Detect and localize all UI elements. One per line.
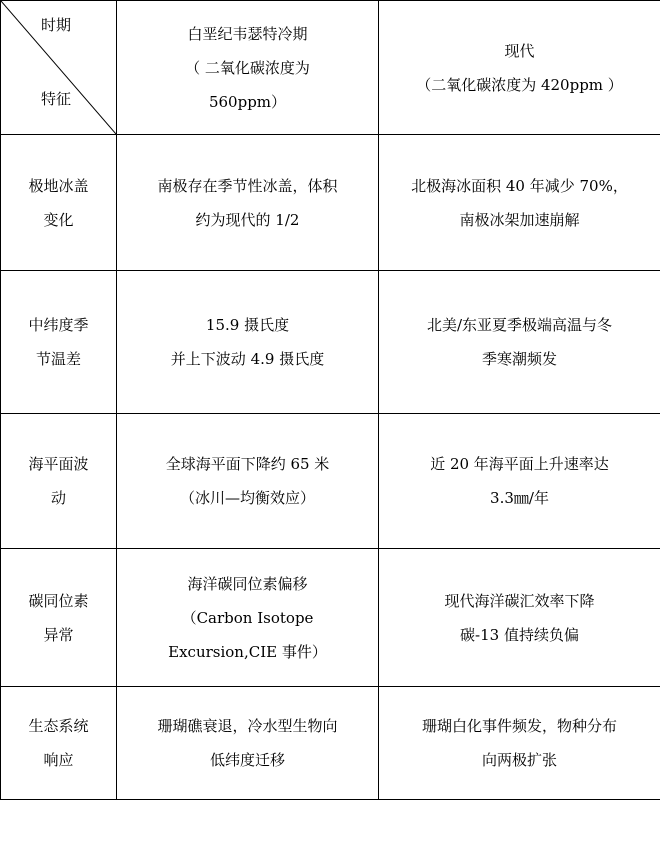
feature-cell: 海平面波 动 (1, 414, 117, 549)
corner-header-cell (1, 1, 117, 135)
table-row (1, 549, 660, 687)
corner-label-feature: 特征 (41, 90, 72, 108)
table-row (1, 414, 660, 549)
table-row (1, 135, 660, 271)
table-row (1, 271, 660, 414)
modern-cell: 现代海洋碳汇效率下降 碳-13 值持续负偏 (379, 549, 660, 687)
modern-cell: 珊瑚白化事件频发，物种分布 向两极扩张 (379, 687, 660, 800)
modern-cell: 北极海冰面积 40 年减少 70%， 南极冰架加速崩解 (379, 135, 660, 271)
feature-cell: 生态系统 响应 (1, 687, 117, 800)
cretaceous-cell: 南极存在季节性冰盖，体积 约为现代的 1/2 (117, 135, 379, 271)
cretaceous-cell: 海洋碳同位素偏移 （Carbon Isotope Excursion,CIE 事件） (117, 549, 379, 687)
feature-cell: 中纬度季 节温差 (1, 271, 117, 414)
cretaceous-cell: 15.9 摄氏度 并上下波动 4.9 摄氏度 (117, 271, 379, 414)
feature-cell: 极地冰盖 变化 (1, 135, 117, 271)
cretaceous-cell: 珊瑚礁衰退，冷水型生物向 低纬度迁移 (117, 687, 379, 800)
modern-cell: 近 20 年海平面上升速率达 3.3㎜/年 (379, 414, 660, 549)
modern-cell: 北美/东亚夏季极端高温与冬 季寒潮频发 (379, 271, 660, 414)
corner-label-period: 时期 (41, 16, 72, 34)
cretaceous-cell: 全球海平面下降约 65 米 （冰川—均衡效应） (117, 414, 379, 549)
header-modern: 现代 （二氧化碳浓度为 420ppm ） (379, 1, 660, 135)
table-row (1, 687, 660, 800)
header-row (1, 1, 660, 135)
header-cretaceous: 白垩纪韦瑟特冷期 （ 二氧化碳浓度为 560ppm） (117, 1, 379, 135)
feature-cell: 碳同位素 异常 (1, 549, 117, 687)
